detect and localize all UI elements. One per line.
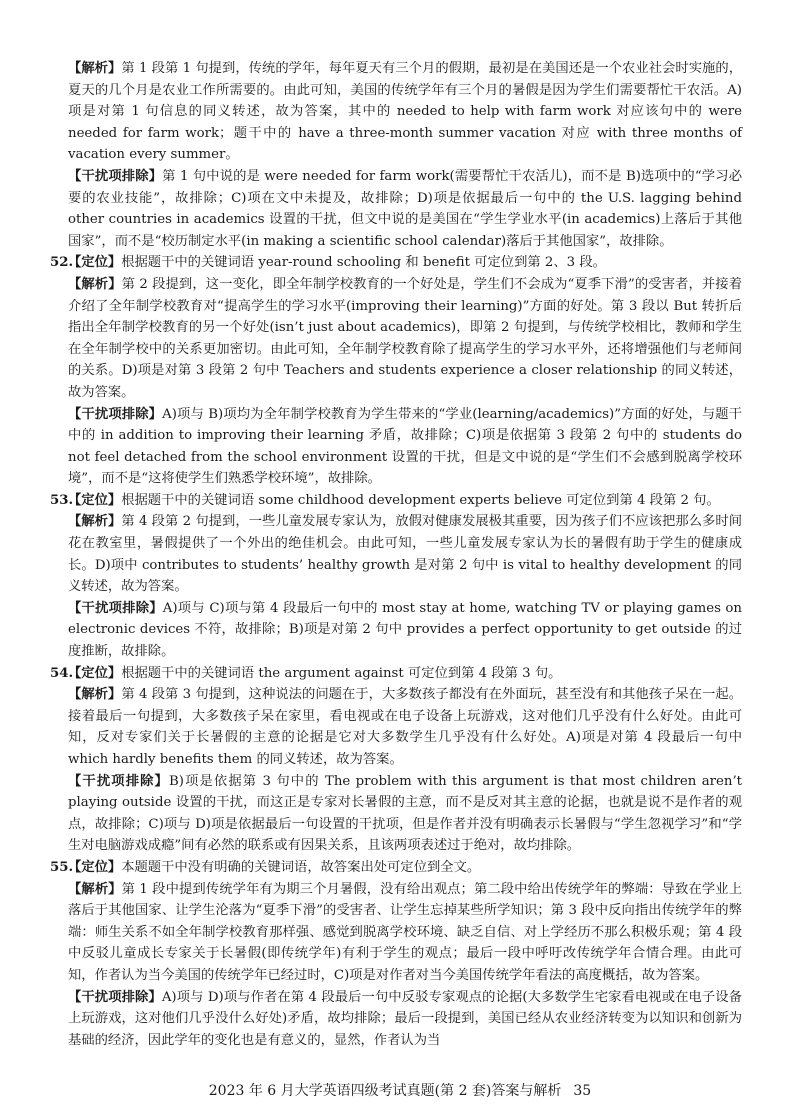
distractor-text: 第 1 句中说的是 were needed for farm work(需要帮忙干农活儿)，而不是 B)选项中的“学习必要的农业技能”，故排除；C)项在文中未提及，故排除；D)项是依据最后一句中的 the U.S. lagging behind other countries in academics 设置的干扰，但文中说的是美国在“学生学业水平(in academics)上落后于其他国家”，而不是“校历制定水平(in making a scientific school calendar)落后于其他国家”，故排除。	[68, 168, 742, 249]
locate-text: 根据题干中的关键词语 the argument against 可定位到第 4 段第 3 句。	[121, 665, 562, 681]
page-number: 35	[573, 1083, 592, 1099]
q51-analysis	[68, 58, 742, 166]
q52-analysis	[68, 274, 742, 404]
distractor-text: A)项与 D)项与作者在第 4 段最后一句中反驳专家观点的论据(大多数学生宅家看电视或在电子设备上玩游戏，这对他们几乎没什么好处)矛盾，故均排除；最后一段提到，美国已经从农业经济转变为以知识和创新为基础的经济，因此学年的变化也是有意义的，显然，作者认为当	[68, 989, 743, 1048]
analysis-tag: 【解析】	[68, 276, 122, 292]
q55-locate	[50, 857, 742, 879]
analysis-text: 第 1 段中提到传统学年有为期三个月暑假，没有给出观点；第二段中给出传统学年的弊端：导致在学业上落后于其他国家、让学生沦落为“夏季下滑”的受害者、让学生忘掉某些所学知识；第 3 段中反向指出传统学年的弊端：师生关系不如全年制学校教育那样强、感觉到脱离学校环境、缺乏自信、对上学经历不那么积极乐观；第 4 段中反驳儿童成长专家关于长暑假(即传统学年)有利于学生的观点；最后一段中呼吁改传统学年合情合理。由此可知，作者认为当今美国的传统学年已经过时，C)项是对作者对当今美国传统学年看法的高度概括，故为答案。	[68, 881, 743, 983]
distractor-tag: 【干扰项排除】	[68, 600, 163, 616]
question-number: 52.	[50, 255, 74, 271]
analysis-tag: 【解析】	[68, 514, 122, 530]
footer-title: 2023 年 6 月大学英语四级考试真题(第 2 套)答案与解析	[208, 1083, 562, 1099]
q54-locate	[50, 663, 742, 685]
analysis-tag: 【解析】	[68, 61, 122, 76]
distractor-tag: 【干扰项排除】	[68, 168, 163, 184]
analysis-tag: 【解析】	[68, 687, 122, 703]
distractor-text: A)项与 C)项与第 4 段最后一句中的 most stay at home, watching TV or playing games on electronic devices 不符，故排除；B)项是对第 2 句中 provides a perfect opportunity to get outside 的过度推断，故排除。	[68, 600, 742, 660]
q52-locate	[50, 252, 742, 274]
page-footer	[0, 1080, 800, 1100]
locate-tag: 【定位】	[68, 859, 122, 875]
distractor-tag: 【干扰项排除】	[68, 406, 163, 422]
locate-text: 根据题干中的关键词语 some childhood development experts believe 可定位到第 4 段第 2 句。	[121, 492, 720, 508]
question-number: 55.	[50, 859, 74, 875]
q51-distractor	[68, 166, 742, 252]
distractor-tag: 【干扰项排除】	[68, 773, 169, 789]
locate-text: 根据题干中的关键词语 year-round schooling 和 benefit 可定位到第 2、3 段。	[121, 255, 606, 271]
distractor-text: B)项是依据第 3 句中的 The problem with this argument is that most children aren’t playing outside 设置的干扰，而这正是专家对长暑假的主意，而不是反对其主意的论据，也就是说不是作者的观点，故排除；C)项与 D)项是依据最后一句设置的干扰项，但是作者并没有明确表示长暑假与“学生忽视学习”和“学生对电脑游戏成瘾”间有必然的联系或有因果关系，且该两项表述过于绝对，故均排除。	[68, 773, 743, 854]
q53-distractor	[68, 598, 742, 663]
analysis-text: 第 2 段提到，这一变化，即全年制学校教育的一个好处是，学生们不会成为“夏季下滑”的受害者，并接着介绍了全年制学校教育对“提高学生的学习水平(improving their learning)”方面的好处。第 3 段以 But 转折后指出全年制学校教育的另一个好处(isn’t just about academics)，即第 2 句提到，与传统学校相比，教师和学生在全年制学校中的关系更加密切。由此可知，全年制学校教育除了提高学生的学习水平外，还将增强他们与老师间的关系。D)项是对第 3 段第 2 句中 Teachers and students experience a closer relationship 的同义转述，故为答案。	[68, 276, 743, 400]
q55-analysis	[68, 879, 742, 987]
analysis-text: 第 1 段第 1 句提到，传统的学年，每年夏天有三个月的假期，最初是在美国还是一个农业社会时实施的，夏天的几个月是农业工作所需要的。由此可知，美国的传统学年有三个月的暑假是因为学生们需要帮忙干农活。A)项是对第 1 句信息的同义转述，故为答案，其中的 needed to help with farm work 对应该句中的 were needed for farm work；题干中的 have a three-month summer vacation 对应 with three months of vacation every summer。	[68, 61, 743, 163]
locate-tag: 【定位】	[68, 492, 122, 508]
question-number: 54.	[50, 665, 74, 681]
q54-analysis	[68, 684, 742, 770]
question-number: 53.	[50, 492, 74, 508]
analysis-tag: 【解析】	[68, 881, 122, 897]
q53-locate	[50, 490, 742, 512]
distractor-tag: 【干扰项排除】	[68, 989, 162, 1005]
answer-analysis-body	[50, 58, 743, 1051]
locate-tag: 【定位】	[68, 255, 122, 271]
q54-distractor	[68, 771, 742, 857]
locate-text: 本题题干中没有明确的关键词语，故答案出处可定位到全文。	[121, 859, 481, 875]
q52-distractor	[68, 404, 742, 490]
analysis-text: 第 4 段第 3 句提到，这种说法的问题在于，大多数孩子都没有在外面玩，甚至没有和其他孩子呆在一起。接着最后一句提到，大多数孩子呆在家里，看电视或在电子设备上玩游戏，这对他们几乎没有什么好处。由此可知，反对专家们关于长暑假的主意的论据是它对大多数学生几乎没有什么好处。A)项是对第 4 段最后一句中 which hardly benefits them 的同义转述，故为答案。	[68, 687, 743, 767]
q55-distractor	[68, 987, 742, 1052]
q53-analysis	[68, 511, 742, 597]
locate-tag: 【定位】	[68, 665, 122, 681]
distractor-text: A)项与 B)项均为全年制学校教育为学生带来的“学业(learning/academics)”方面的好处，与题干中的 in addition to improving their learning 矛盾，故排除；C)项是依据第 3 段第 2 句中的 students do not feel detached from the school environment 设置的干扰，但是文中说的是“学生们不会感到脱离学校环境”，而不是“这将使学生们熟悉学校环境”，故排除。	[68, 406, 742, 487]
analysis-text: 第 4 段第 2 句提到，一些儿童发展专家认为，放假对健康发展极其重要，因为孩子们不应该把那么多时间花在教室里，暑假提供了一个外出的绝佳机会。由此可知，一些儿童发展专家认为长的暑假有助于学生的健康成长。D)项中 contributes to students’ healthy growth 是对第 2 句中 is vital to healthy development 的同义转述，故为答案。	[68, 514, 743, 595]
